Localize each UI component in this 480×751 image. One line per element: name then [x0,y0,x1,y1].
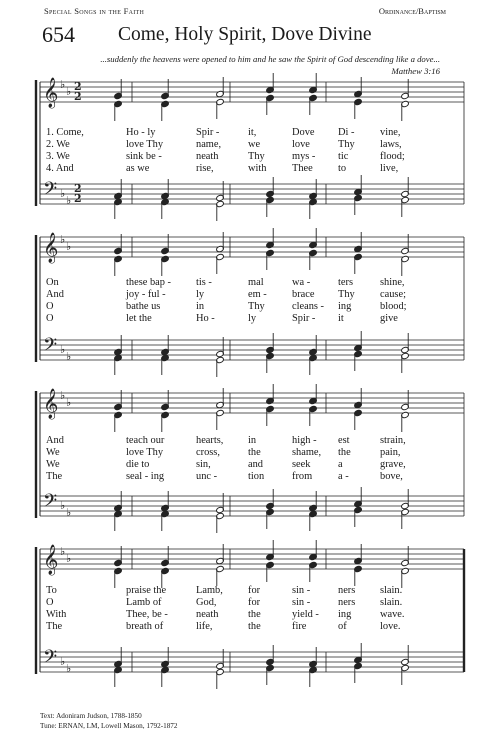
flat-sign: ♭ [66,552,72,565]
lyric-syllable: sink be - [126,151,162,162]
hymn-title: Come, Holy Spirit, Dove Divine [118,24,372,45]
lyric-syllable: rise, [196,163,214,174]
lyric-syllable: We [46,459,60,470]
bass-clef: 𝄢 [43,647,58,672]
bass-clef: 𝄢 [43,179,58,204]
flat-sign: ♭ [66,240,72,253]
lyric-syllable: it [338,313,344,324]
lyric-syllable: ing [338,301,352,312]
lyric-syllable: the [338,447,351,458]
lyric-syllable: To [46,585,57,596]
lyric-syllable: ters [338,277,354,288]
lyric-syllable: est [338,435,350,446]
lyric-syllable: neath [196,609,219,620]
lyric-syllable: mal [248,277,264,288]
lyric-syllable: bove, [380,471,403,482]
lyric-syllable: On [46,277,59,288]
lyric-syllable: in [196,301,205,312]
lyric-syllable: as we [126,163,150,174]
lyric-syllable: of [338,621,347,632]
lyric-syllable: ly [196,289,205,300]
bass-clef: 𝄢 [43,491,58,516]
lyric-syllable: for [248,597,261,608]
lyric-syllable: to [338,163,347,174]
tune-credit: Tune: ERNAN, LM, Lowell Mason, 1792-1872 [40,721,178,730]
lyric-syllable: ing [338,609,352,620]
lyric-syllable: Ho - ly [126,127,156,138]
lyric-syllable: unc - [196,471,218,482]
lyric-syllable: wa - [292,277,311,288]
lyric-syllable: em - [248,289,267,300]
lyric-syllable: name, [196,139,222,150]
lyric-syllable: mys - [292,151,316,162]
lyric-syllable: joy - ful - [126,289,166,300]
lyric-syllable: Spir - [196,127,220,138]
lyric-syllable: 2. We [46,139,70,150]
flat-sign: ♭ [66,396,72,409]
lyric-syllable: tion [248,471,265,482]
lyric-syllable: The [46,621,63,632]
lyric-syllable: with [248,163,267,174]
lyric-syllable: And [46,289,64,300]
flat-sign: ♭ [60,187,66,200]
treble-clef: 𝄞 [43,545,59,575]
lyric-syllable: We [46,447,60,458]
flat-sign: ♭ [66,662,72,675]
lyric-syllable: fire [292,621,307,632]
lyric-syllable: vine, [380,127,401,138]
lyric-syllable: O [46,313,54,324]
flat-sign: ♭ [66,350,72,363]
flat-sign: ♭ [66,194,72,207]
lyric-syllable: the [248,447,261,458]
lyric-syllable: high - [292,435,317,446]
lyric-syllable: And [46,435,64,446]
lyric-syllable: seek [292,459,311,470]
lyric-syllable: live, [380,163,399,174]
lyric-syllable: give [380,313,398,324]
epigraph-reference: Matthew 3:16 [391,66,440,76]
flat-sign: ♭ [66,506,72,519]
lyric-syllable: we [248,139,261,150]
lyric-syllable: die to [126,459,150,470]
lyric-syllable: blood; [380,301,407,312]
lyric-syllable: laws, [380,139,402,150]
lyric-syllable: Spir - [292,313,316,324]
lyric-syllable: Thy [338,289,355,300]
lyric-syllable: With [46,609,67,620]
lyric-syllable: The [46,471,63,482]
time-signature: 2 [74,80,82,93]
lyric-syllable: pain, [380,447,401,458]
hymn-number: 654 [42,22,75,47]
flat-sign: ♭ [60,655,66,668]
lyric-syllable: grave, [380,459,406,470]
lyric-syllable: love Thy [126,139,164,150]
lyric-syllable: the [248,621,261,632]
lyric-syllable: strain, [380,435,406,446]
flat-sign: ♭ [60,389,66,402]
flat-sign: ♭ [60,78,66,91]
lyric-syllable: Thy [248,301,265,312]
lyric-syllable: tic [338,151,349,162]
lyric-syllable: tis - [196,277,212,288]
lyric-syllable: flood; [380,151,405,162]
lyric-syllable: Lamb of [126,597,162,608]
time-signature: 2 [74,182,82,195]
lyric-syllable: Lamb, [196,585,223,596]
flat-sign: ♭ [60,233,66,246]
lyric-syllable: life, [196,621,213,632]
lyric-syllable: O [46,597,54,608]
lyric-syllable: O [46,301,54,312]
lyric-syllable: love. [380,621,401,632]
lyric-syllable: slain. [380,585,403,596]
lyric-syllable: Thy [248,151,265,162]
lyric-syllable: Ho - [196,313,215,324]
lyric-syllable: a - [338,471,349,482]
flat-sign: ♭ [60,499,66,512]
lyric-syllable: 3. We [46,151,70,162]
lyric-syllable: wave. [380,609,405,620]
lyric-syllable: slain. [380,597,403,608]
category-header: Ordinance/Baptism [378,6,446,16]
lyric-syllable: let the [126,313,152,324]
lyric-syllable: 4. And [46,163,74,174]
lyric-syllable: shame, [292,447,322,458]
time-signature: 2 [74,192,82,205]
lyric-syllable: ners [338,597,356,608]
lyric-syllable: in [248,435,257,446]
flat-sign: ♭ [60,343,66,356]
treble-clef: 𝄞 [43,389,59,419]
lyric-syllable: love Thy [126,447,164,458]
lyric-syllable: cross, [196,447,220,458]
lyric-syllable: ners [338,585,356,596]
lyric-syllable: praise the [126,585,167,596]
lyric-syllable: shine, [380,277,405,288]
lyric-syllable: ly [248,313,257,324]
lyric-syllable: from [292,471,313,482]
lyric-syllable: sin - [292,597,311,608]
flat-sign: ♭ [60,545,66,558]
lyric-syllable: 1. Come, [46,127,84,138]
time-signature: 2 [74,90,82,103]
lyric-syllable: for [248,585,261,596]
lyric-syllable: love [292,139,310,150]
lyric-syllable: these bap - [126,277,172,288]
lyric-syllable: hearts, [196,435,224,446]
treble-clef: 𝄞 [43,233,59,263]
lyric-syllable: God, [196,597,217,608]
lyric-syllable: Thee [292,163,313,174]
lyric-syllable: the [248,609,261,620]
epigraph-text: ...suddenly the heavens were opened to him and he saw the Spirit of God descending like a dove... [100,54,440,64]
lyric-syllable: Dove [292,127,315,138]
lyric-syllable: breath of [126,621,164,632]
lyric-syllable: and [248,459,264,470]
lyric-syllable: neath [196,151,219,162]
lyric-syllable: seal - ing [126,471,165,482]
lyric-syllable: sin, [196,459,211,470]
flat-sign: ♭ [66,85,72,98]
lyric-syllable: it, [248,127,257,138]
lyric-syllable: teach our [126,435,165,446]
lyric-syllable: sin - [292,585,311,596]
lyric-syllable: bathe us [126,301,161,312]
bass-clef: 𝄢 [43,335,58,360]
credits [40,712,178,731]
treble-clef: 𝄞 [43,78,59,108]
section-header: Special Songs in the Faith [44,6,145,16]
lyric-syllable: Di - [338,127,355,138]
lyric-syllable: a [338,459,343,470]
lyric-syllable: Thee, be - [126,609,168,620]
lyric-syllable: brace [292,289,315,300]
text-credit: Text: Adoniram Judson, 1788-1850 [40,712,142,720]
lyric-syllable: cleans - [292,301,325,312]
lyric-syllable: Thy [338,139,355,150]
lyric-syllable: cause; [380,289,406,300]
lyric-syllable: yield - [292,609,319,620]
